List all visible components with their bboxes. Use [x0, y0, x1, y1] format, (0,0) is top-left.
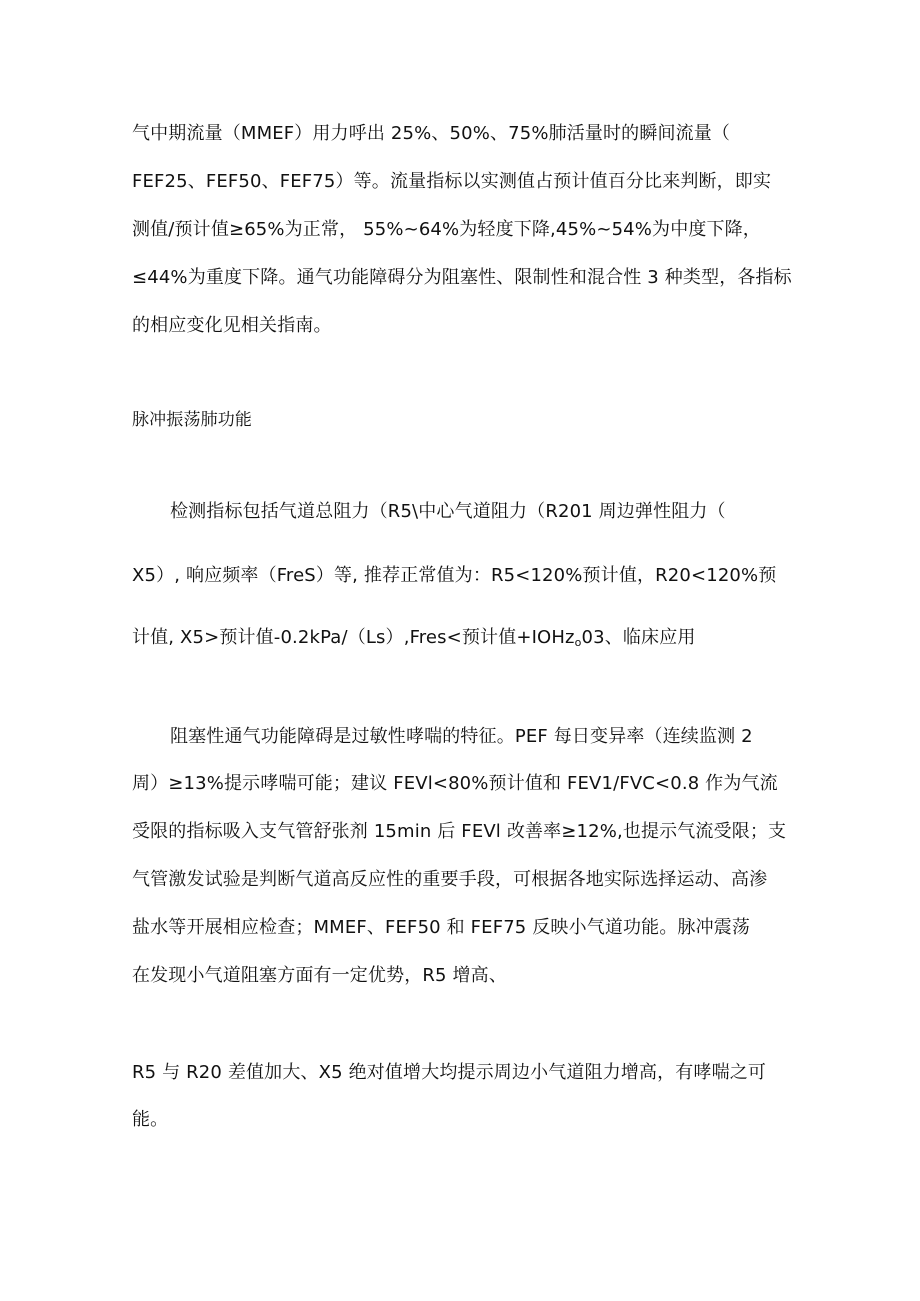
- paragraph-1-line-5: 的相应变化见相关指南。: [132, 315, 332, 336]
- paragraph-3-line-3: 受限的指标吸入支气管舒张剂 15min 后 FEVl 改善率≥12%,也提示气流受限；支: [132, 821, 787, 842]
- paragraph-4-line-2: 能。: [132, 1109, 169, 1130]
- paragraph-4-line-1: R5 与 R20 差值加大、X5 绝对值增大均提示周边小气道阻力增高，有哮喘之可: [132, 1062, 767, 1083]
- paragraph-2-line-2: X5）, 响应频率（FreS）等, 推荐正常值为：R5<120%预计值，R20<120%预: [132, 565, 777, 586]
- paragraph-1-line-2: FEF25、FEF50、FEF75）等。流量指标以实测值占预计值百分比来判断，即实: [132, 171, 772, 192]
- paragraph-1-line-1: 气中期流量（MMEF）用力呼出 25%、50%、75%肺活量时的瞬间流量（: [132, 123, 731, 144]
- paragraph-1-line-4: ≤44%为重度下降。通气功能障碍分为阻塞性、限制性和混合性 3 种类型，各指标: [132, 267, 792, 288]
- paragraph-2-line-3-text: 计值, X5>预计值-0.2kPa/（Ls）,Fres<预计值+IOHz: [132, 627, 575, 648]
- paragraph-3-line-4: 气管激发试验是判断气道高反应性的重要手段，可根据各地实际选择运动、高渗: [132, 869, 768, 890]
- subscript-o: o: [574, 636, 582, 649]
- paragraph-3-line-5: 盐水等开展相应检查；MMEF、FEF50 和 FEF75 反映小气道功能。脉冲震荡: [132, 917, 751, 938]
- paragraph-3-line-1: 阻塞性通气功能障碍是过敏性哮喘的特征。PEF 每日变异率（连续监测 2: [170, 726, 753, 747]
- paragraph-2-line-1: 检测指标包括气道总阻力（R5\中心气道阻力（R201 周边弹性阻力（: [170, 501, 726, 522]
- section-heading: 脉冲振荡肺功能: [132, 410, 253, 430]
- paragraph-2-line-3-tail: 03、临床应用: [581, 627, 696, 648]
- paragraph-1-line-3: 测值/预计值≥65%为正常， 55%~64%为轻度下降,45%~54%为中度下降，: [132, 219, 761, 240]
- paragraph-3-line-2: 周）≥13%提示哮喘可能；建议 FEVl<80%预计值和 FEV1/FVC<0.8 作为气流: [132, 773, 778, 794]
- paragraph-2-line-3: [132, 626, 802, 650]
- paragraph-3-line-6: 在发现小气道阻塞方面有一定优势，R5 增高、: [132, 965, 507, 986]
